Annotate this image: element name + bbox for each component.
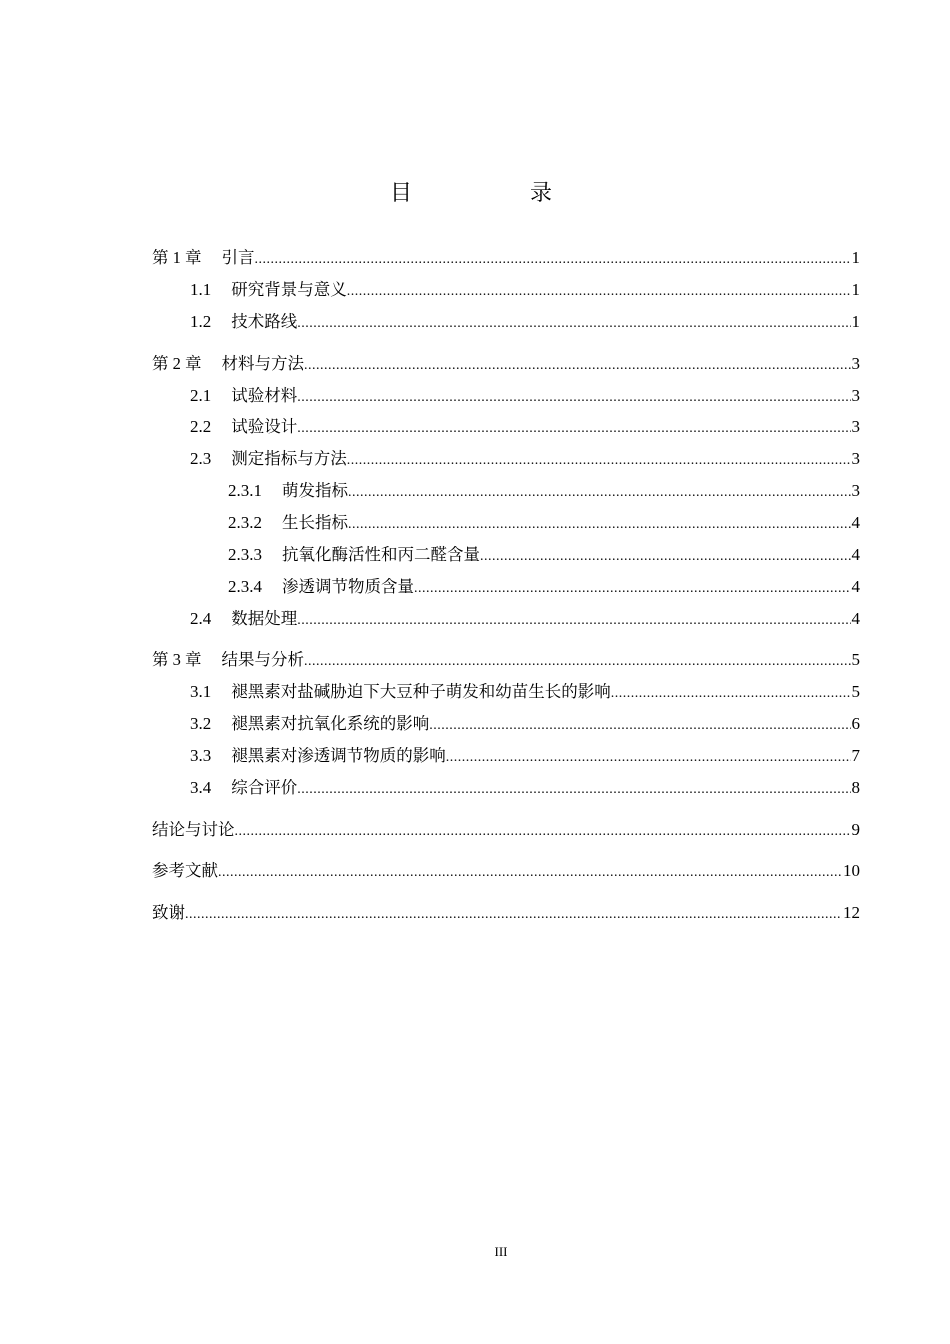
toc-leader-dots xyxy=(218,860,842,886)
toc-entry-number: 3.4 xyxy=(190,778,212,797)
toc-entry-2-4[interactable] xyxy=(190,606,860,632)
toc-entry-page: 4 xyxy=(851,609,860,628)
toc-entry-page: 8 xyxy=(851,778,860,797)
toc-entry-title: 抗氧化酶活性和丙二醛含量 xyxy=(282,545,480,564)
toc-entry-conclusion[interactable] xyxy=(152,817,860,843)
toc-entry-2-3[interactable] xyxy=(190,446,860,472)
toc-entry-page: 3 xyxy=(851,449,860,468)
toc-leader-dots xyxy=(304,649,851,675)
toc-entry-page: 3 xyxy=(851,417,860,436)
toc-entry-title: 研究背景与意义 xyxy=(231,280,347,299)
toc-entry-number: 3.2 xyxy=(190,714,212,733)
toc-entry-1-1[interactable] xyxy=(190,277,860,303)
toc-entry-page: 3 xyxy=(851,386,860,405)
toc-entry-page: 6 xyxy=(851,714,860,733)
toc-entry-title: 褪黑素对渗透调节物质的影响 xyxy=(231,746,446,765)
toc-entry-title: 结果与分析 xyxy=(221,650,304,669)
toc-entry-title: 渗透调节物质含量 xyxy=(282,577,414,596)
toc-leader-dots xyxy=(348,512,851,538)
toc-entry-number: 2.3 xyxy=(190,449,212,468)
toc-leader-dots xyxy=(297,608,850,634)
page-number: III xyxy=(494,1244,508,1259)
toc-entry-page: 1 xyxy=(851,248,860,267)
toc-entry-chapter-3[interactable] xyxy=(152,647,860,673)
toc-entry-title: 试验设计 xyxy=(231,417,298,436)
toc-entry-page: 12 xyxy=(843,903,860,922)
toc-entry-title: 测定指标与方法 xyxy=(231,449,347,468)
toc-entry-title: 材料与方法 xyxy=(221,354,304,373)
toc-entry-number: 第 1 章 xyxy=(152,248,202,267)
toc-entry-number: 第 2 章 xyxy=(152,354,202,373)
toc-entry-title: 数据处理 xyxy=(231,609,298,628)
toc-leader-dots xyxy=(297,777,850,803)
toc-entry-title: 引言 xyxy=(221,248,255,267)
toc-leader-dots xyxy=(348,480,851,506)
toc-entry-number: 2.3.3 xyxy=(228,545,262,564)
toc-entry-3-3[interactable] xyxy=(190,743,860,769)
toc-entry-title: 致谢 xyxy=(152,903,185,922)
toc-leader-dots xyxy=(480,544,851,570)
toc-entry-number: 1.1 xyxy=(190,280,212,299)
toc-entry-3-4[interactable] xyxy=(190,775,860,801)
toc-entry-2-2[interactable] xyxy=(190,414,860,440)
toc-entry-2-3-1[interactable] xyxy=(228,478,860,504)
toc-entry-page: 4 xyxy=(851,577,860,596)
toc-entry-title: 褪黑素对抗氧化系统的影响 xyxy=(231,714,430,733)
toc-entry-1-2[interactable] xyxy=(190,309,860,335)
toc-entry-number: 2.1 xyxy=(190,386,212,405)
toc-entry-3-1[interactable] xyxy=(190,679,860,705)
toc-entry-references[interactable] xyxy=(152,858,860,884)
toc-leader-dots xyxy=(429,713,850,739)
toc-leader-dots xyxy=(185,902,842,928)
toc-entry-number: 1.2 xyxy=(190,312,212,331)
toc-leader-dots xyxy=(297,385,850,411)
toc-entry-chapter-2[interactable] xyxy=(152,351,860,377)
toc-entry-page: 1 xyxy=(851,312,860,331)
toc-leader-dots xyxy=(414,576,851,602)
toc-entry-page: 9 xyxy=(851,820,860,839)
toc-entry-page: 3 xyxy=(851,354,860,373)
toc-entry-number: 2.2 xyxy=(190,417,212,436)
toc-entry-3-2[interactable] xyxy=(190,711,860,737)
toc-entry-2-3-3[interactable] xyxy=(228,542,860,568)
toc-entry-page: 7 xyxy=(851,746,860,765)
toc-entry-number: 2.4 xyxy=(190,609,212,628)
toc-entry-2-3-2[interactable] xyxy=(228,510,860,536)
toc-entry-title: 结论与讨论 xyxy=(152,820,235,839)
toc-entry-title: 萌发指标 xyxy=(282,481,348,500)
toc-leader-dots xyxy=(611,681,851,707)
toc-leader-dots xyxy=(347,279,851,305)
toc-entry-page: 5 xyxy=(851,682,860,701)
toc-leader-dots xyxy=(235,819,851,845)
toc-leader-dots xyxy=(446,745,851,771)
toc-entry-page: 5 xyxy=(851,650,860,669)
toc-entry-title: 褪黑素对盐碱胁迫下大豆种子萌发和幼苗生长的影响 xyxy=(231,682,611,701)
toc-entry-page: 4 xyxy=(851,545,860,564)
toc-entry-number: 第 3 章 xyxy=(152,650,202,669)
toc-leader-dots xyxy=(304,353,851,379)
toc-entry-title: 参考文献 xyxy=(152,861,218,880)
toc-leader-dots xyxy=(347,448,851,474)
toc-entry-number: 2.3.1 xyxy=(228,481,262,500)
toc-entry-page: 3 xyxy=(851,481,860,500)
toc-entry-title: 技术路线 xyxy=(231,312,298,331)
toc-entry-number: 3.3 xyxy=(190,746,212,765)
toc-entry-2-3-4[interactable] xyxy=(228,574,860,600)
toc-entry-number: 2.3.2 xyxy=(228,513,262,532)
toc-entry-title: 试验材料 xyxy=(231,386,298,405)
toc-entry-number: 2.3.4 xyxy=(228,577,262,596)
toc-entry-title: 生长指标 xyxy=(282,513,348,532)
toc-entry-number: 3.1 xyxy=(190,682,212,701)
toc-entry-chapter-1[interactable] xyxy=(152,245,860,271)
toc-entry-page: 10 xyxy=(843,861,860,880)
toc-entry-page: 4 xyxy=(851,513,860,532)
toc-leader-dots xyxy=(297,311,850,337)
toc-entry-2-1[interactable] xyxy=(190,383,860,409)
toc-leader-dots xyxy=(297,416,850,442)
toc-leader-dots xyxy=(255,247,851,273)
toc-entry-page: 1 xyxy=(851,280,860,299)
page-title: 目 录 xyxy=(389,181,600,206)
toc-entry-title: 综合评价 xyxy=(231,778,298,797)
toc-entry-acknowledgements[interactable] xyxy=(152,900,860,926)
